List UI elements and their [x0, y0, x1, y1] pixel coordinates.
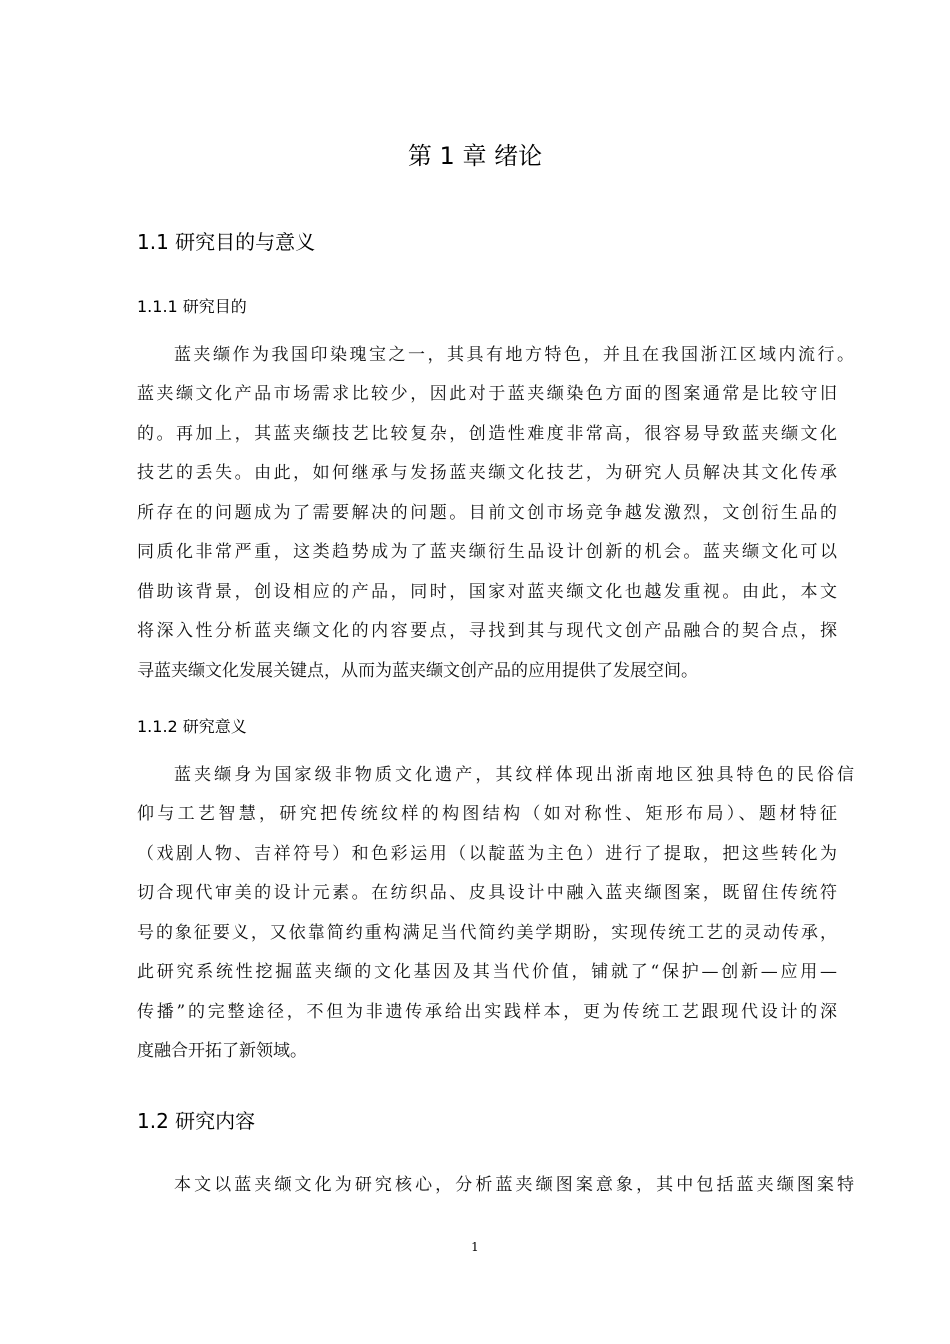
section-heading-1-1: 1.1 研究目的与意义 — [137, 230, 316, 254]
page-number: 1 — [471, 1240, 479, 1254]
paragraph-line: 借助该背景，创设相应的产品，同时，国家对蓝夹缬文化也越发重视。由此，本文 — [137, 582, 837, 602]
paragraph-line: 蓝夹缬文化产品市场需求比较少，因此对于蓝夹缬染色方面的图案通常是比较守旧 — [137, 384, 837, 404]
paragraph-line: 所存在的问题成为了需要解决的问题。目前文创市场竞争越发激烈，文创衍生品的 — [137, 503, 837, 523]
paragraph-line: 度融合开拓了新领域。 — [137, 1041, 307, 1061]
paragraph-line: 号的象征要义，又依靠简约重构满足当代简约美学期盼，实现传统工艺的灵动传承， — [137, 923, 837, 943]
chapter-title: 第 1 章 绪论 — [407, 142, 543, 170]
paragraph-line: 同质化非常严重，这类趋势成为了蓝夹缬衍生品设计创新的机会。蓝夹缬文化可以 — [137, 542, 837, 562]
section-heading-1-2: 1.2 研究内容 — [137, 1109, 256, 1133]
paragraph-line: 切合现代审美的设计元素。在纺织品、皮具设计中融入蓝夹缬图案，既留住传统符 — [137, 883, 837, 903]
paragraph-line: 技艺的丢失。由此，如何继承与发扬蓝夹缬文化技艺，为研究人员解决其文化传承 — [137, 463, 837, 483]
paragraph-line: 本文以蓝夹缬文化为研究核心，分析蓝夹缬图案意象，其中包括蓝夹缬图案特 — [174, 1175, 854, 1195]
paragraph-line: 将深入性分析蓝夹缬文化的内容要点，寻找到其与现代文创产品融合的契合点，探 — [137, 621, 837, 641]
paragraph-line: （戏剧人物、吉祥符号）和色彩运用（以靛蓝为主色）进行了提取，把这些转化为 — [137, 844, 837, 864]
paragraph-line: 传播”的完整途径，不但为非遗传承给出实践样本，更为传统工艺跟现代设计的深 — [137, 1002, 837, 1022]
paragraph-line: 蓝夹缬身为国家级非物质文化遗产，其纹样体现出浙南地区独具特色的民俗信 — [174, 765, 854, 785]
subsection-heading-1-1-2: 1.1.2 研究意义 — [137, 717, 247, 736]
paragraph-line: 蓝夹缬作为我国印染瑰宝之一，其具有地方特色，并且在我国浙江区域内流行。 — [174, 345, 854, 365]
paragraph-line: 此研究系统性挖掘蓝夹缬的文化基因及其当代价值，铺就了“保护—创新—应用— — [137, 962, 837, 982]
paragraph-line: 寻蓝夹缬文化发展关键点，从而为蓝夹缬文创产品的应用提供了发展空间。 — [137, 661, 698, 681]
paragraph-line: 仰与工艺智慧，研究把传统纹样的构图结构（如对称性、矩形布局）、题材特征 — [137, 804, 837, 824]
paragraph-line: 的。再加上，其蓝夹缬技艺比较复杂，创造性难度非常高，很容易导致蓝夹缬文化 — [137, 424, 837, 444]
subsection-heading-1-1-1: 1.1.1 研究目的 — [137, 297, 247, 316]
